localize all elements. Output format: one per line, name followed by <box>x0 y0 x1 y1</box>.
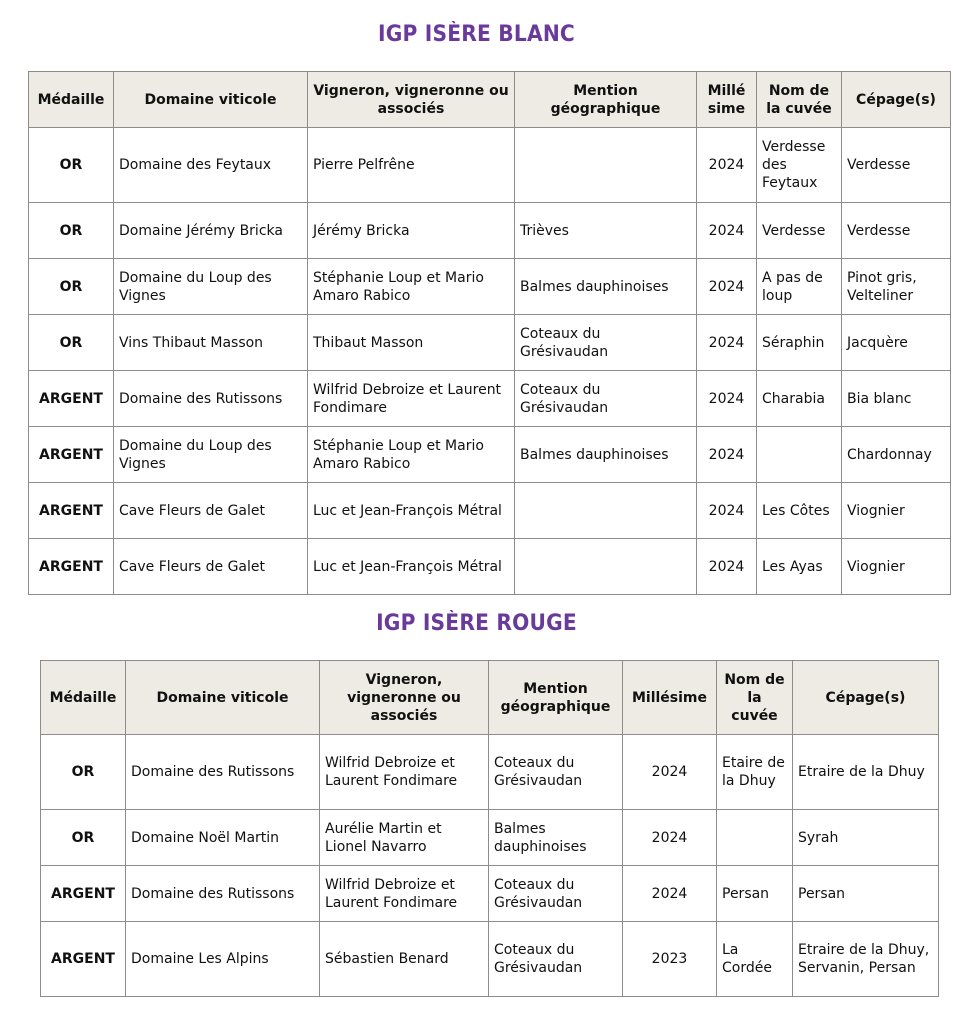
cell-vintage: 2024 <box>697 203 757 259</box>
cell-domain: Domaine des Feytaux <box>114 128 308 203</box>
cell-geo-mention: Coteaux du Grésivaudan <box>489 922 623 997</box>
cell-winemaker: Luc et Jean-François Métral <box>308 539 515 595</box>
table-row <box>29 539 951 595</box>
column-header-winemaker: Vigneron, vigneronne ou associés <box>308 72 515 128</box>
cell-domain: Domaine du Loup des Vignes <box>114 427 308 483</box>
table-row <box>29 203 951 259</box>
cell-cuvee: Etaire de la Dhuy <box>717 735 793 810</box>
cell-vintage: 2024 <box>697 539 757 595</box>
results-table-rouge <box>40 660 939 997</box>
cell-cuvee: Persan <box>717 866 793 922</box>
header-row <box>29 72 951 128</box>
column-header-vintage: Millé sime <box>697 72 757 128</box>
table-row <box>29 259 951 315</box>
cell-cuvee: Verdesse des Feytaux <box>757 128 842 203</box>
cell-medal: ARGENT <box>29 427 114 483</box>
cell-cuvee: Verdesse <box>757 203 842 259</box>
cell-grapes: Pinot gris, Velteliner <box>842 259 951 315</box>
cell-vintage: 2024 <box>623 735 717 810</box>
table-row <box>29 315 951 371</box>
column-header-domain: Domaine viticole <box>114 72 308 128</box>
cell-geo-mention <box>515 483 697 539</box>
cell-winemaker: Thibaut Masson <box>308 315 515 371</box>
cell-grapes: Viognier <box>842 483 951 539</box>
column-header-cuvee: Nom de la cuvée <box>717 661 793 735</box>
cell-domain: Domaine des Rutissons <box>126 866 320 922</box>
results-table-blanc <box>28 71 951 595</box>
cell-winemaker: Sébastien Benard <box>320 922 489 997</box>
cell-winemaker: Jérémy Bricka <box>308 203 515 259</box>
section-title-blanc: IGP ISÈRE BLANC <box>378 22 575 47</box>
cell-domain: Domaine Noël Martin <box>126 810 320 866</box>
cell-domain: Domaine Les Alpins <box>126 922 320 997</box>
cell-domain: Domaine des Rutissons <box>114 371 308 427</box>
table-row <box>41 866 939 922</box>
cell-vintage: 2024 <box>697 259 757 315</box>
cell-grapes: Jacquère <box>842 315 951 371</box>
cell-cuvee <box>757 427 842 483</box>
cell-grapes: Syrah <box>793 810 939 866</box>
column-header-medal: Médaille <box>41 661 126 735</box>
cell-vintage: 2024 <box>623 810 717 866</box>
column-header-grapes: Cépage(s) <box>842 72 951 128</box>
cell-grapes: Bia blanc <box>842 371 951 427</box>
cell-medal: OR <box>41 810 126 866</box>
table-row <box>29 483 951 539</box>
column-header-geo-mention: Mention géographique <box>515 72 697 128</box>
column-header-geo-mention: Mention géographique <box>489 661 623 735</box>
cell-geo-mention: Balmes dauphinoises <box>489 810 623 866</box>
cell-grapes: Chardonnay <box>842 427 951 483</box>
cell-medal: ARGENT <box>29 539 114 595</box>
cell-geo-mention: Balmes dauphinoises <box>515 427 697 483</box>
cell-geo-mention: Coteaux du Grésivaudan <box>489 735 623 810</box>
cell-medal: ARGENT <box>41 922 126 997</box>
cell-medal: OR <box>29 259 114 315</box>
cell-vintage: 2024 <box>697 483 757 539</box>
cell-geo-mention <box>515 128 697 203</box>
cell-cuvee: Les Ayas <box>757 539 842 595</box>
cell-grapes: Viognier <box>842 539 951 595</box>
cell-geo-mention: Coteaux du Grésivaudan <box>515 315 697 371</box>
cell-vintage: 2024 <box>623 866 717 922</box>
cell-domain: Vins Thibaut Masson <box>114 315 308 371</box>
cell-medal: OR <box>29 315 114 371</box>
cell-winemaker: Wilfrid Debroize et Laurent Fondimare <box>308 371 515 427</box>
column-header-vintage: Millésime <box>623 661 717 735</box>
cell-medal: OR <box>41 735 126 810</box>
cell-domain: Domaine des Rutissons <box>126 735 320 810</box>
cell-winemaker: Wilfrid Debroize et Laurent Fondimare <box>320 735 489 810</box>
cell-medal: ARGENT <box>29 483 114 539</box>
table-row <box>41 735 939 810</box>
column-header-grapes: Cépage(s) <box>793 661 939 735</box>
column-header-medal: Médaille <box>29 72 114 128</box>
cell-winemaker: Stéphanie Loup et Mario Amaro Rabico <box>308 259 515 315</box>
cell-vintage: 2024 <box>697 371 757 427</box>
table-row <box>29 427 951 483</box>
cell-vintage: 2023 <box>623 922 717 997</box>
table-row <box>29 371 951 427</box>
cell-vintage: 2024 <box>697 128 757 203</box>
cell-medal: ARGENT <box>41 866 126 922</box>
cell-geo-mention: Coteaux du Grésivaudan <box>515 371 697 427</box>
cell-vintage: 2024 <box>697 427 757 483</box>
cell-domain: Domaine du Loup des Vignes <box>114 259 308 315</box>
table-row <box>29 128 951 203</box>
cell-cuvee: A pas de loup <box>757 259 842 315</box>
column-header-cuvee: Nom de la cuvée <box>757 72 842 128</box>
cell-domain: Cave Fleurs de Galet <box>114 539 308 595</box>
cell-vintage: 2024 <box>697 315 757 371</box>
cell-geo-mention: Trièves <box>515 203 697 259</box>
column-header-winemaker: Vigneron, vigneronne ou associés <box>320 661 489 735</box>
cell-geo-mention <box>515 539 697 595</box>
cell-domain: Cave Fleurs de Galet <box>114 483 308 539</box>
cell-cuvee: Les Côtes <box>757 483 842 539</box>
cell-geo-mention: Balmes dauphinoises <box>515 259 697 315</box>
cell-winemaker: Stéphanie Loup et Mario Amaro Rabico <box>308 427 515 483</box>
table-row <box>41 922 939 997</box>
cell-geo-mention: Coteaux du Grésivaudan <box>489 866 623 922</box>
cell-grapes: Persan <box>793 866 939 922</box>
cell-winemaker: Luc et Jean-François Métral <box>308 483 515 539</box>
cell-winemaker: Pierre Pelfrêne <box>308 128 515 203</box>
section-title-rouge: IGP ISÈRE ROUGE <box>376 611 577 636</box>
cell-medal: ARGENT <box>29 371 114 427</box>
cell-medal: OR <box>29 128 114 203</box>
cell-cuvee: Séraphin <box>757 315 842 371</box>
cell-winemaker: Wilfrid Debroize et Laurent Fondimare <box>320 866 489 922</box>
cell-cuvee: Charabia <box>757 371 842 427</box>
cell-medal: OR <box>29 203 114 259</box>
cell-domain: Domaine Jérémy Bricka <box>114 203 308 259</box>
table-row <box>41 810 939 866</box>
cell-grapes: Etraire de la Dhuy, Servanin, Persan <box>793 922 939 997</box>
cell-cuvee <box>717 810 793 866</box>
cell-winemaker: Aurélie Martin et Lionel Navarro <box>320 810 489 866</box>
cell-cuvee: La Cordée <box>717 922 793 997</box>
column-header-domain: Domaine viticole <box>126 661 320 735</box>
cell-grapes: Verdesse <box>842 128 951 203</box>
cell-grapes: Etraire de la Dhuy <box>793 735 939 810</box>
header-row <box>41 661 939 735</box>
cell-grapes: Verdesse <box>842 203 951 259</box>
